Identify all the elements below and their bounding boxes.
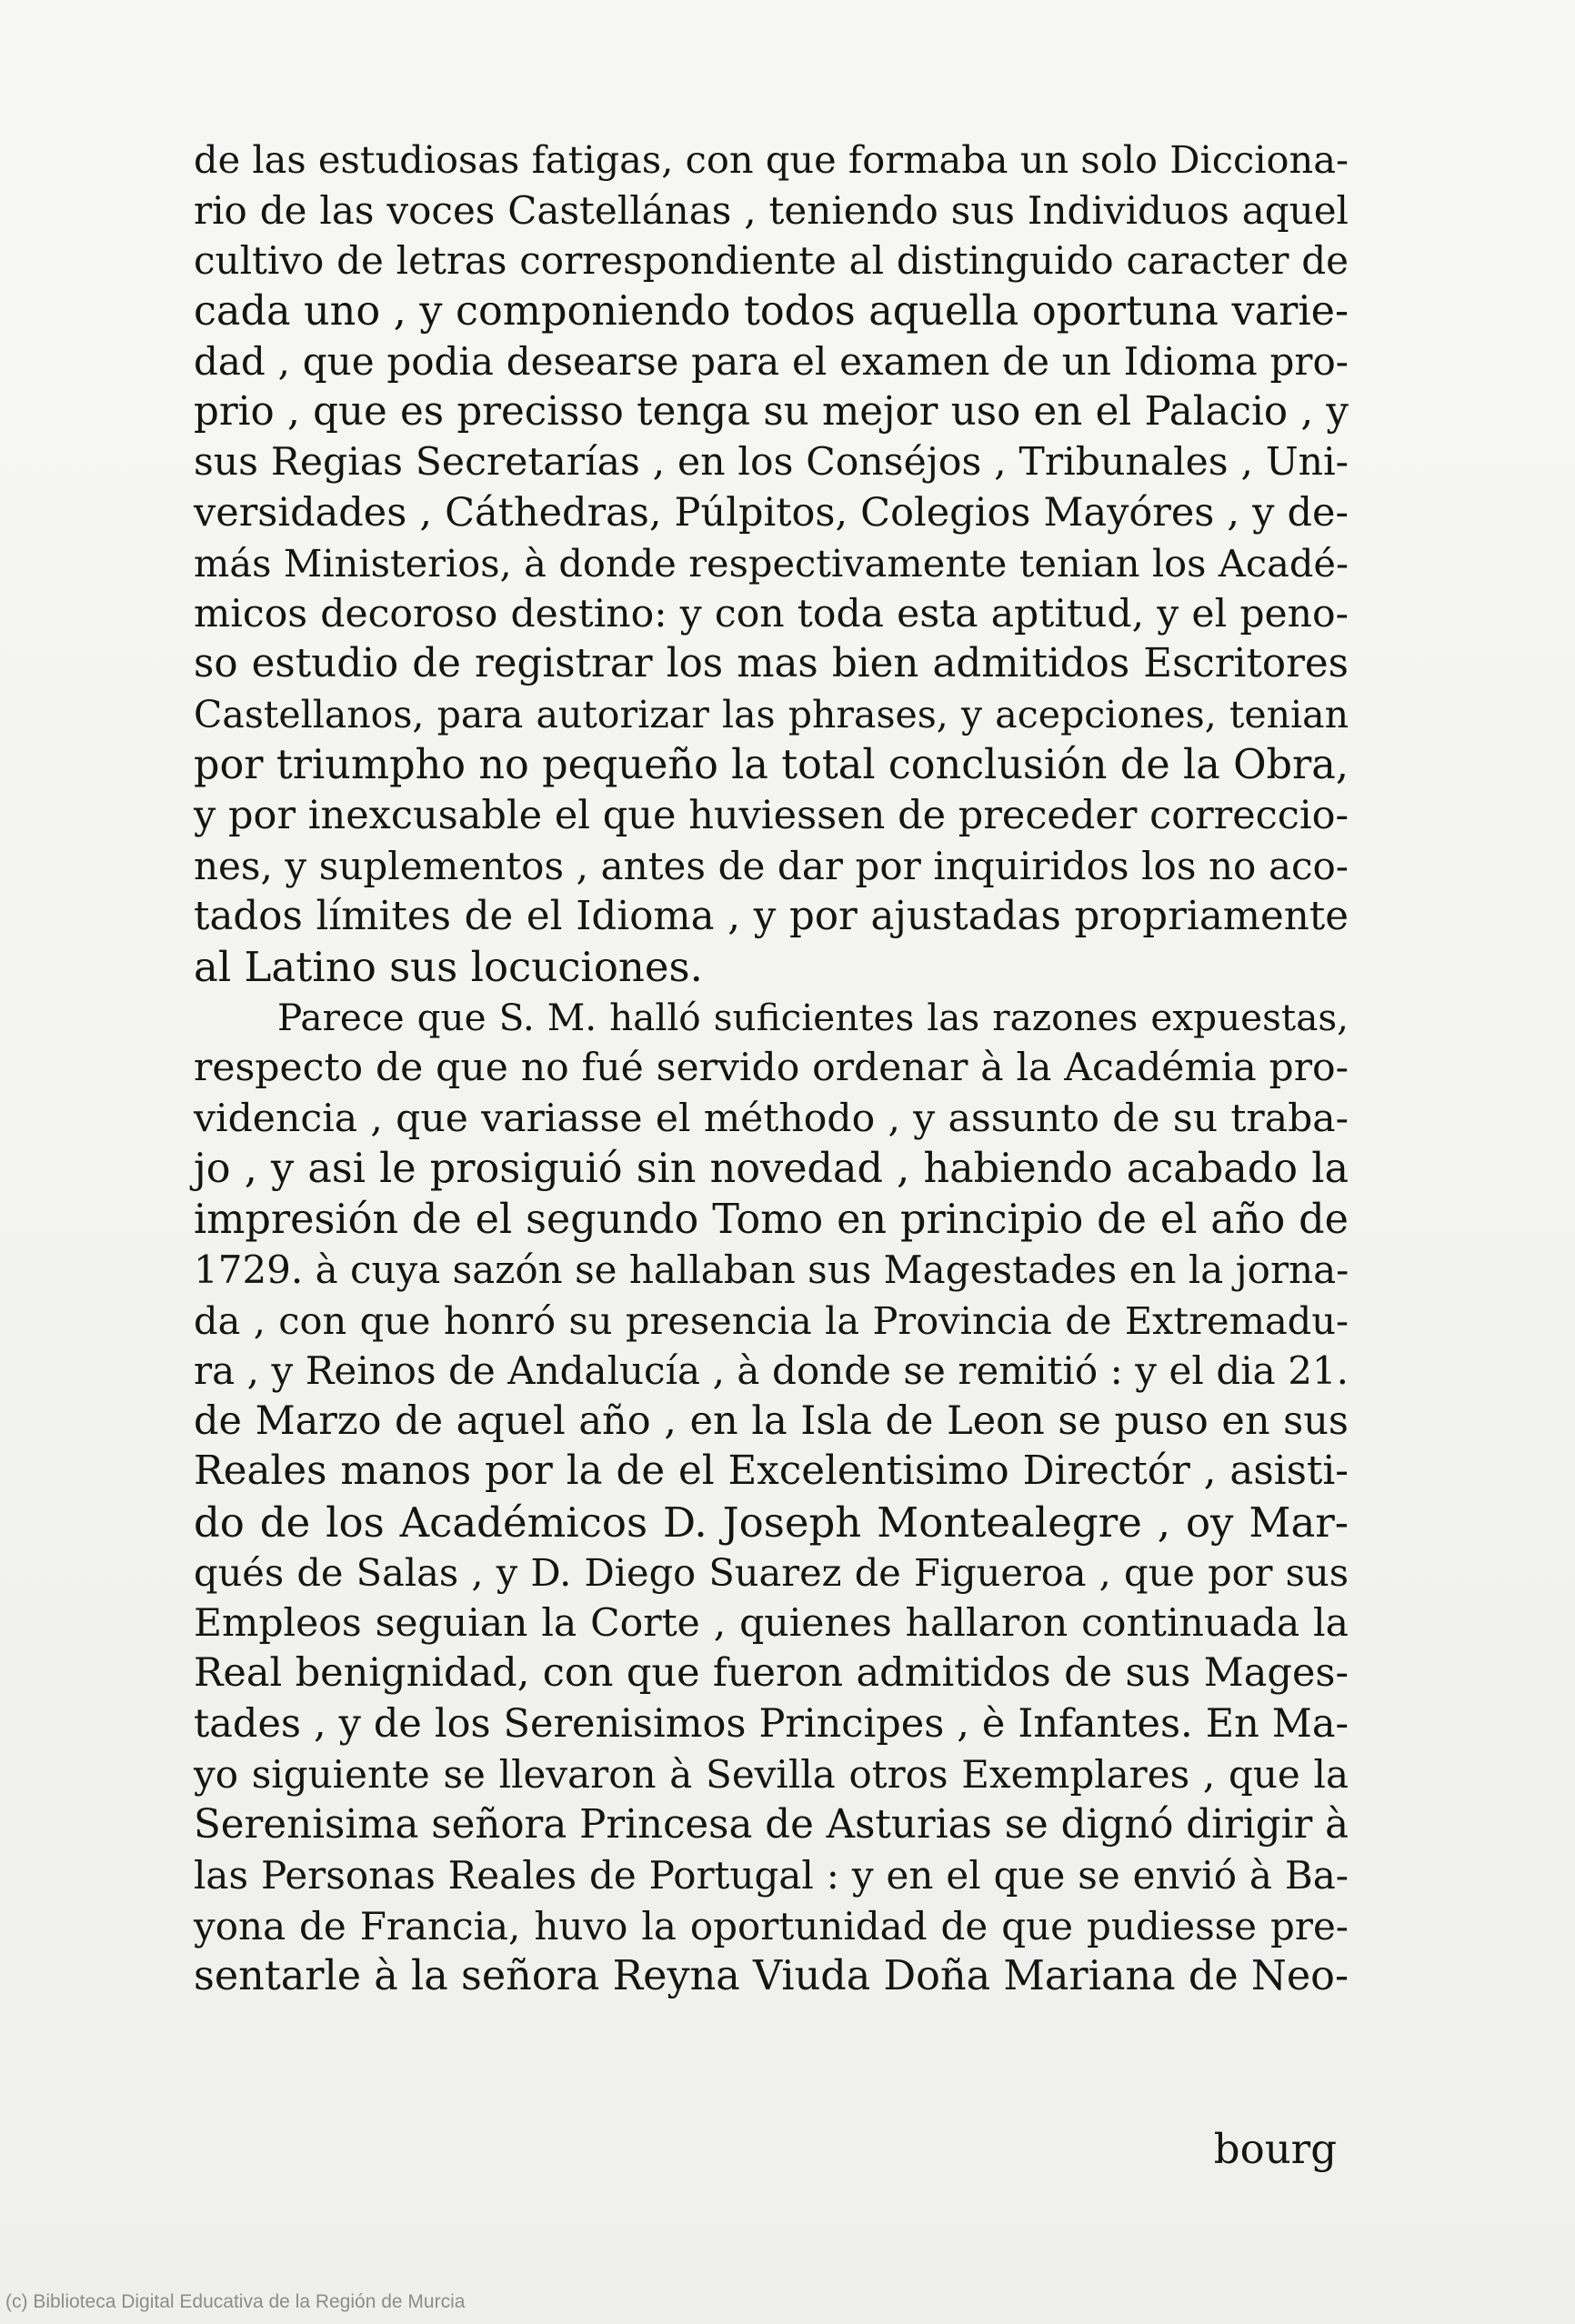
body-text: [194, 135, 1349, 2002]
text-line: impresión de el segundo Tomo en principio de el año de: [194, 1196, 1349, 1243]
text-line: Castellanos, para autorizar las phrases, y acepciones, tenian: [194, 692, 1349, 736]
text-line: cultivo de letras correspondiente al distinguido caracter de: [194, 238, 1349, 283]
text-line: micos decoroso destino: y con toda esta aptitud, y el peno-: [194, 591, 1349, 636]
text-line: sentarle à la señora Reyna Viuda Doña Mariana de Neo-: [194, 1953, 1349, 1999]
text-line: dad , que podia desearse para el examen de un Idioma pro-: [194, 339, 1349, 384]
text-line: Serenisima señora Princesa de Asturias se dignó dirigir à: [194, 1801, 1349, 1848]
text-line: jo , y asi le prosiguió sin novedad , habiendo acabado la: [194, 1146, 1349, 1192]
copyright-footer: (c) Biblioteca Digital Educativa de la Región de Murcia: [5, 2291, 466, 2312]
text-line: sus Regias Secretarías , en los Conséjos , Tribunales , Uni-: [194, 440, 1349, 485]
text-line: Reales manos por la de el Excelentisimo Directór , asisti-: [194, 1448, 1349, 1494]
text-line: do de los Académicos D. Joseph Montealegre , oy Mar-: [194, 1498, 1349, 1547]
text-line: de las estudiosas fatigas, con que formaba un solo Dicciona-: [194, 137, 1349, 182]
text-line: tades , y de los Serenisimos Principes , è Infantes. En Ma-: [194, 1700, 1349, 1747]
text-line: yo siguiente se llevaron à Sevilla otros Exemplares , que la: [194, 1752, 1349, 1797]
catchword: bourg: [1213, 2125, 1337, 2173]
text-line: Real benignidad, con que fueron admitidos de sus Mages-: [194, 1650, 1349, 1696]
text-line: por triumpho no pequeño la total conclusión de la Obra,: [194, 742, 1349, 788]
text-line: las Personas Reales de Portugal : y en el que se envió à Ba-: [194, 1853, 1349, 1898]
text-line: nes, y suplementos , antes de dar por inquiridos los no aco-: [194, 844, 1349, 888]
paragraph-end-line: al Latino sus locuciones.: [194, 943, 703, 991]
text-line: yona de Francia, huvo la oportunidad de que pudiesse pre-: [194, 1903, 1349, 1948]
text-line: qués de Salas , y D. Diego Suarez de Figueroa , que por sus: [194, 1550, 1349, 1595]
text-line: tados límites de el Idioma , y por ajustadas propriamente: [194, 893, 1349, 939]
text-line: rio de las voces Castellánas , teniendo sus Individuos aquel: [194, 187, 1349, 233]
text-line: da , con que honró su presencia la Provincia de Extremadu-: [194, 1297, 1349, 1343]
text-line: ra , y Reinos de Andalucía , à donde se remitió : y el dia 21.: [194, 1348, 1349, 1393]
text-line: Empleos seguian la Corte , quienes hallaron continuada la: [194, 1600, 1349, 1646]
paragraph-start-line: Parece que S. M. halló suficientes las razones expuestas,: [277, 995, 1349, 1039]
text-line: versidades , Cáthedras, Púlpitos, Colegios Mayóres , y de-: [194, 489, 1349, 536]
text-line: y por inexcusable el que huviessen de preceder correccio-: [194, 792, 1349, 838]
text-line: respecto de que no fué servido ordenar à la Académia pro-: [194, 1046, 1349, 1090]
text-line: so estudio de registrar los mas bien admitidos Escritores: [194, 641, 1349, 686]
text-line: videncia , que variasse el méthodo , y assunto de su traba-: [194, 1096, 1349, 1141]
text-line: prio , que es precisso tenga su mejor uso en el Palacio , y: [194, 388, 1349, 435]
text-line: de Marzo de aquel año , en la Isla de Leon se puso en sus: [194, 1397, 1349, 1444]
text-line: más Ministerios, à donde respectivamente tenian los Acadé-: [194, 541, 1349, 586]
text-line: cada uno , y componiendo todos aquella oportuna varie-: [194, 287, 1349, 335]
text-line: 1729. à cuya sazón se hallaban sus Magestades en la jorna-: [194, 1247, 1349, 1292]
